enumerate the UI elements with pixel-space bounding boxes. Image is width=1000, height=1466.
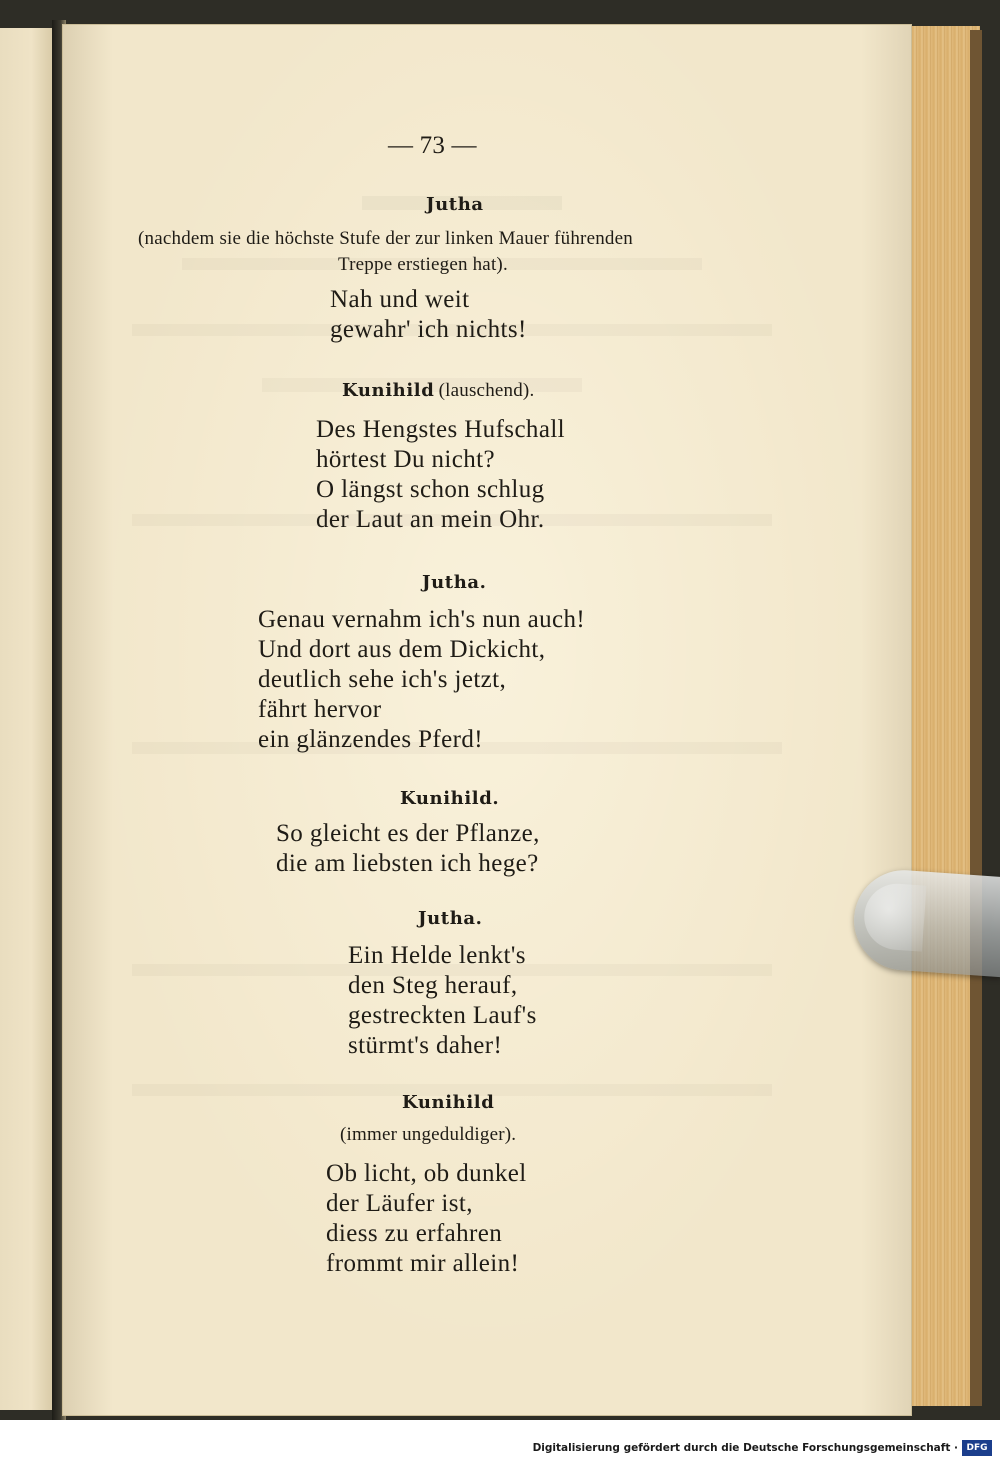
- book-cover-edge: [970, 30, 982, 1406]
- verse-line: frommt mir allein!: [326, 1250, 520, 1277]
- speaker-name: Jutha: [426, 194, 484, 215]
- stage-direction: (immer ungeduldiger).: [340, 1124, 517, 1145]
- digitization-credit: Digitalisierung gefördert durch die Deutsche Forschungsgemeinschaft ·: [532, 1442, 958, 1454]
- verse-line: Ein Helde lenkt's: [348, 942, 526, 969]
- verse-line: hörtest Du nicht?: [316, 446, 495, 473]
- verse-line: gestreckten Lauf's: [348, 1002, 537, 1029]
- verse-line: So gleicht es der Pflanze,: [276, 820, 540, 847]
- verse-line: Des Hengstes Hufschall: [316, 416, 566, 443]
- speaker-name: Jutha.: [418, 908, 483, 929]
- left-page-edge: [0, 28, 54, 1410]
- page-number: — 73 —: [388, 132, 477, 159]
- verse-line: Nah und weit: [330, 286, 470, 313]
- verse-line: fährt hervor: [258, 696, 382, 723]
- speaker-name: Jutha.: [422, 572, 487, 593]
- speaker-name: Kunihild.: [400, 788, 500, 809]
- verse-line: Und dort aus dem Dickicht,: [258, 636, 546, 663]
- verse-line: den Steg herauf,: [348, 972, 518, 999]
- speaker-line: [342, 380, 534, 402]
- verse-line: diess zu erfahren: [326, 1220, 503, 1247]
- verse-line: stürmt's daher!: [348, 1032, 503, 1059]
- verse-line: ein glänzendes Pferd!: [258, 726, 483, 753]
- page-holder-highlight: [862, 882, 926, 952]
- book-page: [62, 24, 912, 1416]
- verse-line: gewahr' ich nichts!: [330, 316, 527, 343]
- dfg-logo: DFG: [962, 1440, 992, 1456]
- speaker-name: Kunihild: [342, 380, 435, 401]
- stage-direction: (lauschend).: [438, 380, 535, 401]
- verse-line: der Laut an mein Ohr.: [316, 506, 545, 533]
- speaker-name: Kunihild: [402, 1092, 495, 1113]
- verse-line: die am liebsten ich hege?: [276, 850, 539, 877]
- stage-direction: (nachdem sie die höchste Stufe der zur linken Mauer führenden: [138, 228, 633, 249]
- verse-line: deutlich sehe ich's jetzt,: [258, 666, 507, 693]
- verse-line: der Läufer ist,: [326, 1190, 473, 1217]
- verse-line: O längst schon schlug: [316, 476, 545, 503]
- stage-direction: Treppe erstiegen hat).: [338, 254, 508, 275]
- verse-line: Ob licht, ob dunkel: [326, 1160, 527, 1187]
- verse-line: Genau vernahm ich's nun auch!: [258, 606, 586, 633]
